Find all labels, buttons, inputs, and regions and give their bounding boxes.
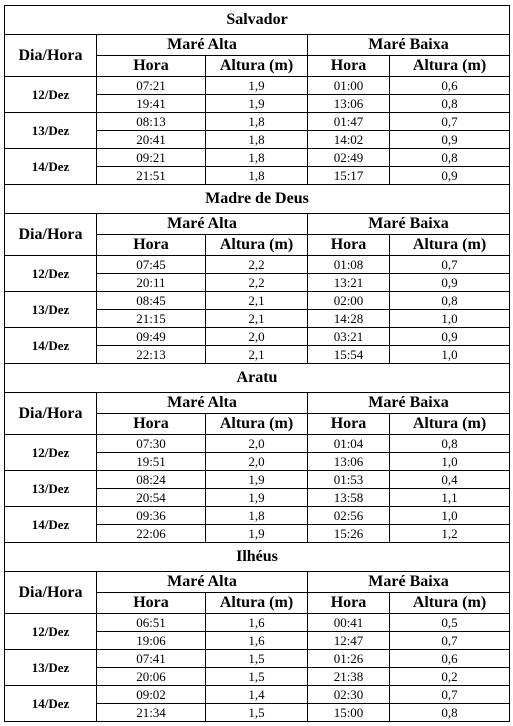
low-tide-height: 0,5 <box>390 614 510 632</box>
high-tide-time: 20:11 <box>97 274 206 292</box>
dia-hora-header: Dia/Hora <box>5 35 97 77</box>
low-tide-height: 0,7 <box>390 632 510 650</box>
mare-baixa-header: Maré Baixa <box>308 214 510 235</box>
low-tide-time: 01:04 <box>308 435 390 453</box>
low-tide-time: 14:28 <box>308 310 390 328</box>
high-tide-height: 1,9 <box>206 95 308 113</box>
group-header-row <box>5 393 510 414</box>
high-tide-height: 2,2 <box>206 256 308 274</box>
low-tide-height: 0,8 <box>390 292 510 310</box>
low-tide-time: 01:53 <box>308 471 390 489</box>
low-tide-height: 0,9 <box>390 274 510 292</box>
table-row <box>5 507 510 525</box>
low-tide-time: 01:26 <box>308 650 390 668</box>
low-tide-height: 0,7 <box>390 256 510 274</box>
high-tide-height: 2,0 <box>206 435 308 453</box>
low-tide-height: 0,6 <box>390 650 510 668</box>
high-tide-height: 1,9 <box>206 525 308 543</box>
low-tide-height: 0,7 <box>390 113 510 131</box>
tide-table <box>4 5 510 722</box>
high-tide-time: 06:51 <box>97 614 206 632</box>
low-tide-height: 0,8 <box>390 95 510 113</box>
low-tide-height: 1,0 <box>390 453 510 471</box>
low-tide-time: 02:56 <box>308 507 390 525</box>
low-tide-time: 13:21 <box>308 274 390 292</box>
low-tide-time: 13:06 <box>308 453 390 471</box>
day-label: 13/Dez <box>5 113 97 149</box>
high-tide-height: 1,9 <box>206 489 308 507</box>
low-tide-time: 03:21 <box>308 328 390 346</box>
mare-baixa-header: Maré Baixa <box>308 572 510 593</box>
high-tide-time: 09:36 <box>97 507 206 525</box>
high-tide-height: 1,5 <box>206 650 308 668</box>
day-label: 12/Dez <box>5 435 97 471</box>
low-tide-height: 1,0 <box>390 346 510 364</box>
hora-header: Hora <box>308 414 390 435</box>
low-tide-time: 01:08 <box>308 256 390 274</box>
high-tide-height: 1,4 <box>206 686 308 704</box>
low-tide-height: 0,8 <box>390 435 510 453</box>
mare-alta-header: Maré Alta <box>97 35 308 56</box>
hora-header: Hora <box>97 593 206 614</box>
altura-header: Altura (m) <box>206 414 308 435</box>
low-tide-time: 00:41 <box>308 614 390 632</box>
table-row <box>5 650 510 668</box>
day-label: 12/Dez <box>5 256 97 292</box>
low-tide-height: 0,4 <box>390 471 510 489</box>
high-tide-height: 2,0 <box>206 328 308 346</box>
high-tide-height: 1,5 <box>206 668 308 686</box>
high-tide-time: 09:02 <box>97 686 206 704</box>
high-tide-height: 1,8 <box>206 507 308 525</box>
low-tide-height: 0,9 <box>390 328 510 346</box>
high-tide-time: 08:24 <box>97 471 206 489</box>
low-tide-time: 02:49 <box>308 149 390 167</box>
high-tide-time: 21:34 <box>97 704 206 722</box>
low-tide-time: 15:54 <box>308 346 390 364</box>
high-tide-height: 1,9 <box>206 471 308 489</box>
high-tide-height: 2,0 <box>206 453 308 471</box>
altura-header: Altura (m) <box>390 56 510 77</box>
high-tide-time: 07:21 <box>97 77 206 95</box>
hora-header: Hora <box>97 414 206 435</box>
location-title-row <box>5 543 510 572</box>
mare-baixa-header: Maré Baixa <box>308 35 510 56</box>
table-row <box>5 435 510 453</box>
table-row <box>5 149 510 167</box>
low-tide-height: 1,2 <box>390 525 510 543</box>
altura-header: Altura (m) <box>206 593 308 614</box>
low-tide-time: 14:02 <box>308 131 390 149</box>
hora-header: Hora <box>97 56 206 77</box>
low-tide-height: 0,9 <box>390 131 510 149</box>
high-tide-height: 1,9 <box>206 77 308 95</box>
location-title-row <box>5 6 510 35</box>
table-row <box>5 77 510 95</box>
low-tide-height: 0,8 <box>390 149 510 167</box>
low-tide-height: 0,7 <box>390 686 510 704</box>
location-title: Madre de Deus <box>5 185 510 214</box>
high-tide-height: 1,6 <box>206 614 308 632</box>
high-tide-time: 09:49 <box>97 328 206 346</box>
hora-header: Hora <box>308 235 390 256</box>
high-tide-height: 1,8 <box>206 167 308 185</box>
dia-hora-header: Dia/Hora <box>5 393 97 435</box>
low-tide-time: 12:47 <box>308 632 390 650</box>
mare-baixa-header: Maré Baixa <box>308 393 510 414</box>
high-tide-height: 2,2 <box>206 274 308 292</box>
low-tide-time: 02:30 <box>308 686 390 704</box>
low-tide-time: 13:06 <box>308 95 390 113</box>
high-tide-time: 20:41 <box>97 131 206 149</box>
day-label: 14/Dez <box>5 149 97 185</box>
high-tide-time: 08:13 <box>97 113 206 131</box>
low-tide-height: 1,0 <box>390 310 510 328</box>
location-title: Aratu <box>5 364 510 393</box>
low-tide-time: 01:47 <box>308 113 390 131</box>
day-label: 13/Dez <box>5 650 97 686</box>
location-title-row <box>5 185 510 214</box>
high-tide-time: 22:13 <box>97 346 206 364</box>
dia-hora-header: Dia/Hora <box>5 572 97 614</box>
altura-header: Altura (m) <box>206 235 308 256</box>
day-label: 14/Dez <box>5 686 97 722</box>
hora-header: Hora <box>308 56 390 77</box>
high-tide-height: 1,5 <box>206 704 308 722</box>
high-tide-time: 20:06 <box>97 668 206 686</box>
low-tide-time: 15:26 <box>308 525 390 543</box>
mare-alta-header: Maré Alta <box>97 393 308 414</box>
high-tide-height: 2,1 <box>206 346 308 364</box>
low-tide-height: 0,6 <box>390 77 510 95</box>
high-tide-time: 07:41 <box>97 650 206 668</box>
location-title: Ilhéus <box>5 543 510 572</box>
high-tide-time: 07:45 <box>97 256 206 274</box>
low-tide-time: 15:00 <box>308 704 390 722</box>
high-tide-time: 07:30 <box>97 435 206 453</box>
high-tide-time: 22:06 <box>97 525 206 543</box>
high-tide-time: 08:45 <box>97 292 206 310</box>
high-tide-height: 1,8 <box>206 131 308 149</box>
table-row <box>5 292 510 310</box>
mare-alta-header: Maré Alta <box>97 572 308 593</box>
location-title: Salvador <box>5 6 510 35</box>
high-tide-height: 2,1 <box>206 292 308 310</box>
high-tide-time: 21:15 <box>97 310 206 328</box>
day-label: 12/Dez <box>5 614 97 650</box>
high-tide-time: 19:06 <box>97 632 206 650</box>
low-tide-height: 1,0 <box>390 507 510 525</box>
hora-header: Hora <box>308 593 390 614</box>
hora-header: Hora <box>97 235 206 256</box>
low-tide-time: 13:58 <box>308 489 390 507</box>
altura-header: Altura (m) <box>390 414 510 435</box>
altura-header: Altura (m) <box>390 235 510 256</box>
high-tide-time: 20:54 <box>97 489 206 507</box>
table-row <box>5 686 510 704</box>
low-tide-height: 0,2 <box>390 668 510 686</box>
low-tide-time: 21:38 <box>308 668 390 686</box>
low-tide-time: 02:00 <box>308 292 390 310</box>
table-row <box>5 614 510 632</box>
day-label: 13/Dez <box>5 292 97 328</box>
low-tide-height: 1,1 <box>390 489 510 507</box>
table-row <box>5 256 510 274</box>
high-tide-height: 1,8 <box>206 113 308 131</box>
day-label: 14/Dez <box>5 507 97 543</box>
low-tide-time: 15:17 <box>308 167 390 185</box>
mare-alta-header: Maré Alta <box>97 214 308 235</box>
high-tide-time: 21:51 <box>97 167 206 185</box>
altura-header: Altura (m) <box>206 56 308 77</box>
group-header-row <box>5 214 510 235</box>
day-label: 13/Dez <box>5 471 97 507</box>
high-tide-time: 19:41 <box>97 95 206 113</box>
table-row <box>5 471 510 489</box>
group-header-row <box>5 35 510 56</box>
tide-table-body <box>5 6 510 722</box>
group-header-row <box>5 572 510 593</box>
low-tide-time: 01:00 <box>308 77 390 95</box>
day-label: 12/Dez <box>5 77 97 113</box>
location-title-row <box>5 364 510 393</box>
altura-header: Altura (m) <box>390 593 510 614</box>
table-row <box>5 113 510 131</box>
dia-hora-header: Dia/Hora <box>5 214 97 256</box>
high-tide-height: 1,6 <box>206 632 308 650</box>
high-tide-height: 1,8 <box>206 149 308 167</box>
day-label: 14/Dez <box>5 328 97 364</box>
high-tide-time: 19:51 <box>97 453 206 471</box>
low-tide-height: 0,9 <box>390 167 510 185</box>
table-row <box>5 328 510 346</box>
low-tide-height: 0,8 <box>390 704 510 722</box>
high-tide-time: 09:21 <box>97 149 206 167</box>
high-tide-height: 2,1 <box>206 310 308 328</box>
